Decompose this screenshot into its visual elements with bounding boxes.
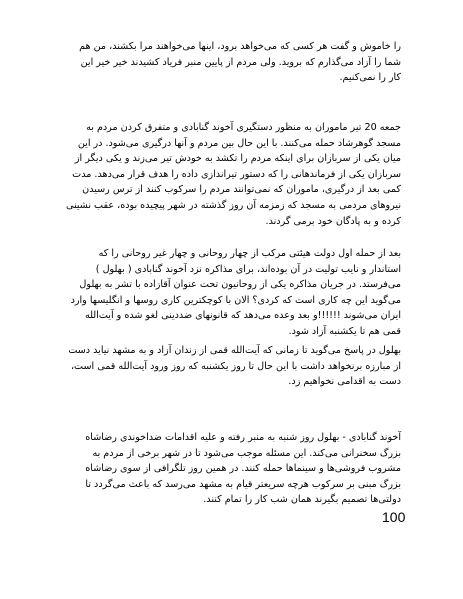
page-number: 100 — [382, 509, 406, 525]
paragraph-5: آخوند گنابادی - بهلول روز شنبه به منبر رفته و علیه اقدامات ضداخوندی رضاشاه بزرگ سخنرانی می‌کند. این مسئله موجب می‌شود تا در شهر برخی از مردم به مشروب فروشی‌ها و سینماها حمله کنند. در همین روز تلگرافی از سوی رضاشاه بزرگ مبنی بر سرکوب هرچه سریعتر قیام به مشهد می‌رسد که باعث می‌گردد تا دولتی‌ها تصمیم بگیرند همان شب کار را تمام کنند. — [85, 432, 401, 506]
paragraph-4: بهلول در پاسخ می‌گوید تا زمانی که آیت‌الله قمی از زندان آزاد و به مشهد نیاید دست از مبارزه برنخواهد داشت با این حال تا روز یکشنبه که روز ورود آیت‌الله قمی است، دست به اقدامی نخواهیم زد. — [68, 345, 401, 388]
paragraph-2: جمعه 20 تیر ماموران به منظور دستگیری آخوند گنابادی و متفرق کردن مردم به مسجد گوهرشاد حمله می‌کنند. با این حال بین مردم و آنها درگیری می‌شود. در این میان یکی از سربازان برای اینکه مردم را تکشد به خودش تیر می‌زند و یکی دیگر از سربازان یکی از فرماندهانی را که دستور تیراندازی داده را هدف قرار می‌دهد. مدت کمی بعد از درگیری، ماموران که نمی‌توانند مردم را سرکوب کنند از ترس رسیدن نیروهای مردمی به مسجد که زمزمه آن روز گذشته در شهر پیچیده بوده، عقب نشینی کرده و به پادگان خود برمی گردند. — [65, 122, 401, 227]
paragraph-1: را خاموش و گفت هر کسی که می‌خواهد برود، اینها می‌خواهند مرا بکشند، من هم شما را آزاد می‌گذارم که بروید. ولی مردم از پایین منبر فریاد کشیدند خیر خیر این کار را نمی‌کنیم. — [79, 41, 401, 84]
paragraph-3: بعد از حمله اول دولت هیئتی مرکب از چهار روحانی و چهار غیر روحانی را که استاندار و نایب تولیت در آن بوده‌اند، برای مذاکره نزد آخوند گنابادی ( بهلول ) می‌فرستد. در جریان مذاکره یکی از روحانیون تحت عنوان آقازاده با تشر به بهلول می‌گوید این چه کاری است که کردی؟ الان با کوچکترین کاری روسها و انگلیسها وارد ایران می‌شوند !!!!!!و بعد وعده می‌دهد که قانونهای ضددینی لغو شده و آیت‌الله قمی هم تا یکشنبه آزاد شود. — [70, 248, 401, 337]
